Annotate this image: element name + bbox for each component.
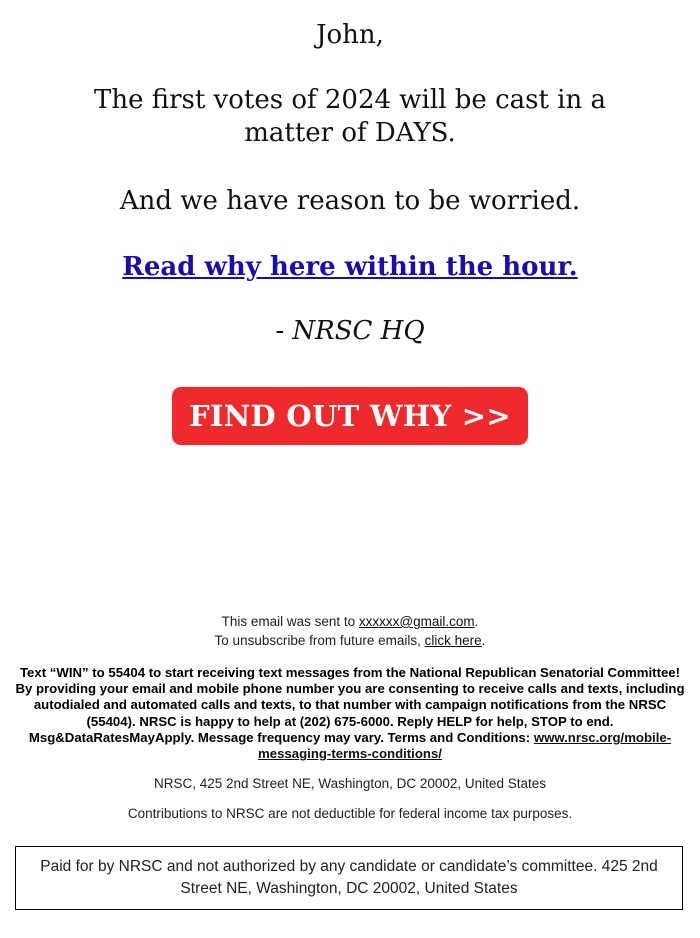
signoff: - NRSC HQ <box>275 316 425 346</box>
sent-to-notice <box>0 612 700 650</box>
mailing-address: NRSC, 425 2nd Street NE, Washington, DC 20002, United States <box>154 776 546 791</box>
sms-terms-link[interactable]: www.nrsc.org/mobile-messaging-terms-conditions/ <box>258 729 672 762</box>
sent-to-prefix: This email was sent to <box>221 614 359 629</box>
concern-paragraph: And we have reason to be worried. <box>119 186 581 216</box>
paid-for-disclaimer: Paid for by NRSC and not authorized by any candidate or candidate’s committee. 425 2nd Street NE, Washington, DC 20002, United States <box>15 846 683 910</box>
cta-container <box>172 387 528 445</box>
read-why-link[interactable]: Read why here within the hour. <box>122 252 578 282</box>
unsubscribe-link[interactable]: click here <box>424 633 482 648</box>
greeting: John, <box>316 20 384 50</box>
find-out-why-button[interactable]: FIND OUT WHY >> <box>172 387 528 445</box>
unsubscribe-prefix: To unsubscribe from future emails, <box>214 633 425 648</box>
sms-terms-text: Text “WIN” to 55404 to start receiving text messages from the National Republican Senatorial Committee! By providing your email and mobile phone number you are consenting to receive calls and texts, including autodialed and automated calls and texts, to that number with campaign notifications from the NRSC (55404). NRSC is happy to help at (202) 675-6000. Reply HELP for help, STOP to end. Msg&DataRatesMayApply. Message frequency may vary. Terms and Conditions: <box>15 665 685 745</box>
read-why-line <box>0 250 700 284</box>
recipient-email-link[interactable]: xxxxxx@gmail.com <box>358 614 475 629</box>
unsubscribe-suffix: . <box>481 633 486 648</box>
sent-to-suffix: . <box>474 614 479 629</box>
tax-notice: Contributions to NRSC are not deductible for federal income tax purposes. <box>127 806 573 821</box>
sms-terms-notice <box>14 665 686 762</box>
intro-paragraph: The first votes of 2024 will be cast in a matter of DAYS. <box>93 85 607 148</box>
